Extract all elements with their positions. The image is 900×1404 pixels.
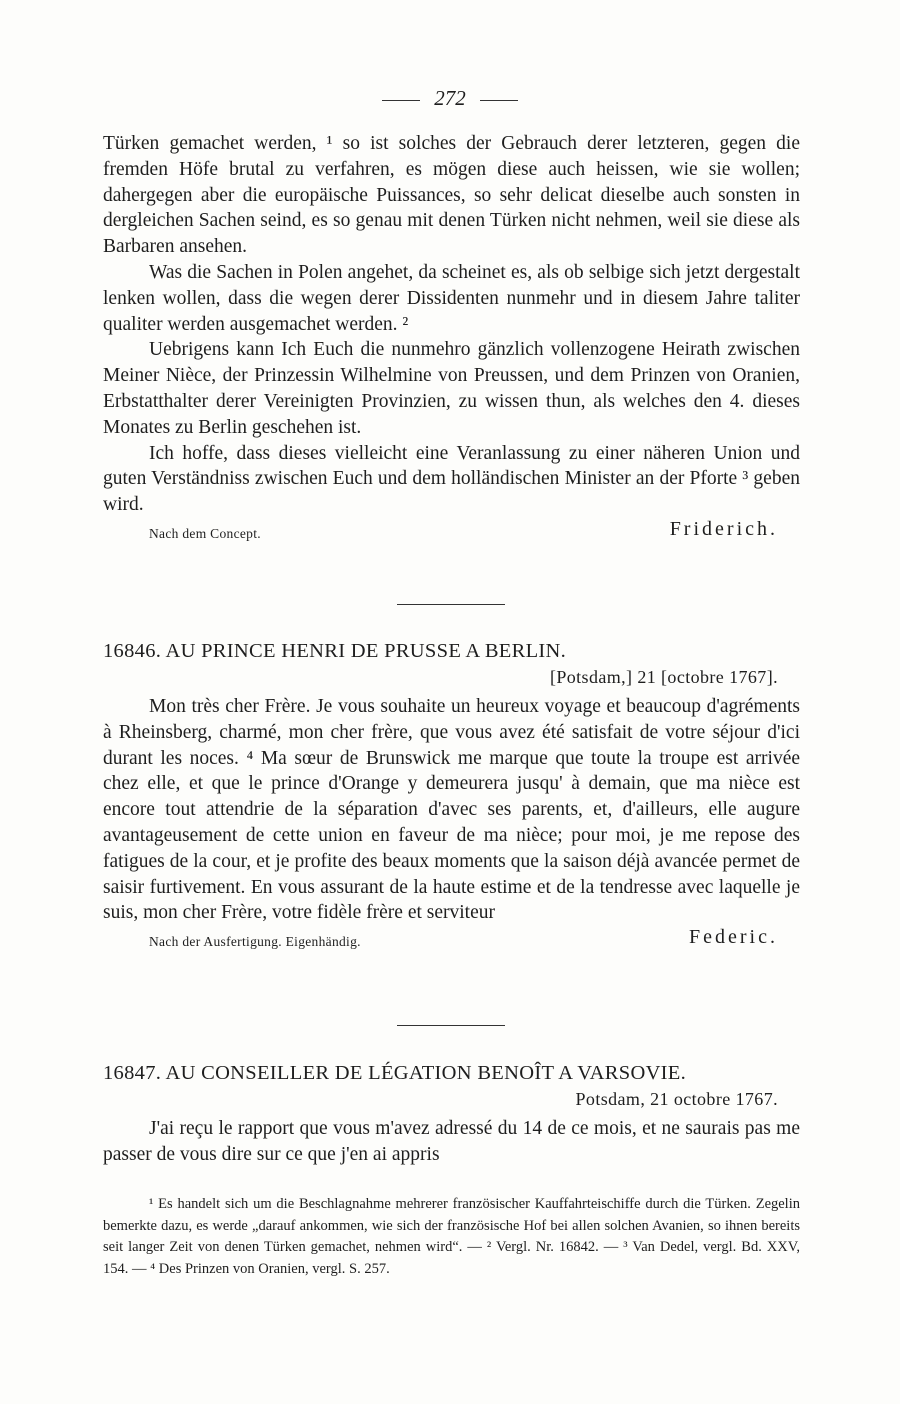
letter-heading: 16847. AU CONSEILLER DE LÉGATION BENOÎT A VARSOVIE. [103,1062,687,1084]
paragraph-1: Türken gemachet werden, ¹ so ist solches der Gebrauch derer letzteren, gegen die fremden Höfe brutal zu verfahren, es mögen diese auch heissen, wie sie wollen; dahergegen aber die europäische Puissances, so sehr delicat dieselbe auch sonsten in dergleichen Sachen seind, es so genau mit denen Türken nicht nehmen, weil sie diese als Barbaren ansehen. [103,133,800,258]
signature-row-2 [103,926,800,952]
letter-continuation [103,131,800,544]
dateline: Potsdam, 21 octobre 1767. [575,1089,778,1109]
letter-body: Mon très cher Frère. Je vous souhaite un heureux voyage et beaucoup d'agréments à Rheinsberg, charmé, mon cher frère, que vous avez été satisfait de votre séjour d'ici durant les noces. ⁴ Ma sœur de Brunswick me marque que toute la troupe est arrivée chez elle, et que le prince d'Orange y demeurera jusqu' à demain, que ma nièce est encore tout attendrie de la séparation d'avec ses parents, et, d'ailleurs, elle augure avantageusement de cette union en faveur de ma nièce; pour moi, je me repose des fatigues de la cour, et je profite des beaux moments que la saison déjà avancée permet de saisir furtivement. En vous assurant de la haute estime et de la tendresse avec laquelle je suis, mon cher Frère, votre fidèle frère et serviteur [103,696,800,924]
section-divider [397,1025,505,1026]
page-number [0,86,900,111]
footnotes [103,1194,800,1280]
letter-body: J'ai reçu le rapport que vous m'avez adressé du 14 de ce mois, et ne saurais pas me passer de vous dire sur ce que j'en ai appris [103,1118,800,1165]
letter-16847 [103,1060,800,1168]
page-number-dash-right [480,100,518,101]
paragraph-2: Was die Sachen in Polen angehet, da scheinet es, als ob selbige sich jetzt dergestalt lenken wollen, dass die wegen derer Dissidenten nunmehr und in diesem Jahre taliter qualiter werden ausgemachet werden. ² [103,261,800,335]
signature-row-1 [103,518,800,544]
footnote-text: ¹ Es handelt sich um die Beschlagnahme mehrerer französischer Kauffahrteischiffe durch die Türken. Zegelin bemerkte dazu, es werde „darauf ankommen, wie sich der französische Hof bei allen solchen Avanien, so ihnen bereits seit langer Zeit von denen Türken gemachet, nehmen wird“. — ² Vergl. Nr. 16842. — ³ Van Dedel, vergl. Bd. XXV, 154. — ⁴ Des Prinzen von Oranien, vergl. S. 257. [103,1196,800,1277]
page-number-dash-left [382,100,420,101]
page-number-text: 272 [434,86,466,110]
source-note: Nach dem Concept. [149,525,261,541]
signature: Friderich. [669,517,778,540]
letter-heading: 16846. AU PRINCE HENRI DE PRUSSE A BERLIN. [103,640,567,662]
dateline: [Potsdam,] 21 [octobre 1767]. [549,667,778,687]
letter-16846 [103,638,800,952]
signature: Federic. [689,926,778,949]
source-note: Nach der Ausfertigung. Eigenhändig. [149,934,361,950]
paragraph-3: Uebrigens kann Ich Euch die nunmehro gänzlich vollenzogene Heirath zwischen Meiner Nièce, der Prinzessin Wilhelmine von Preussen, und dem Prinzen von Oranien, Erbstatthalter derer Vereinigten Provinzien, zu wissen thun, als welches den 4. dieses Monates zu Berlin geschehen ist. [103,339,800,438]
paragraph-4: Ich hoffe, dass dieses vielleicht eine Veranlassung zu einer näheren Union und guten Verständniss zwischen Euch und dem holländischen Minister an der Pforte ³ geben wird. [103,442,800,516]
section-divider [397,604,505,605]
